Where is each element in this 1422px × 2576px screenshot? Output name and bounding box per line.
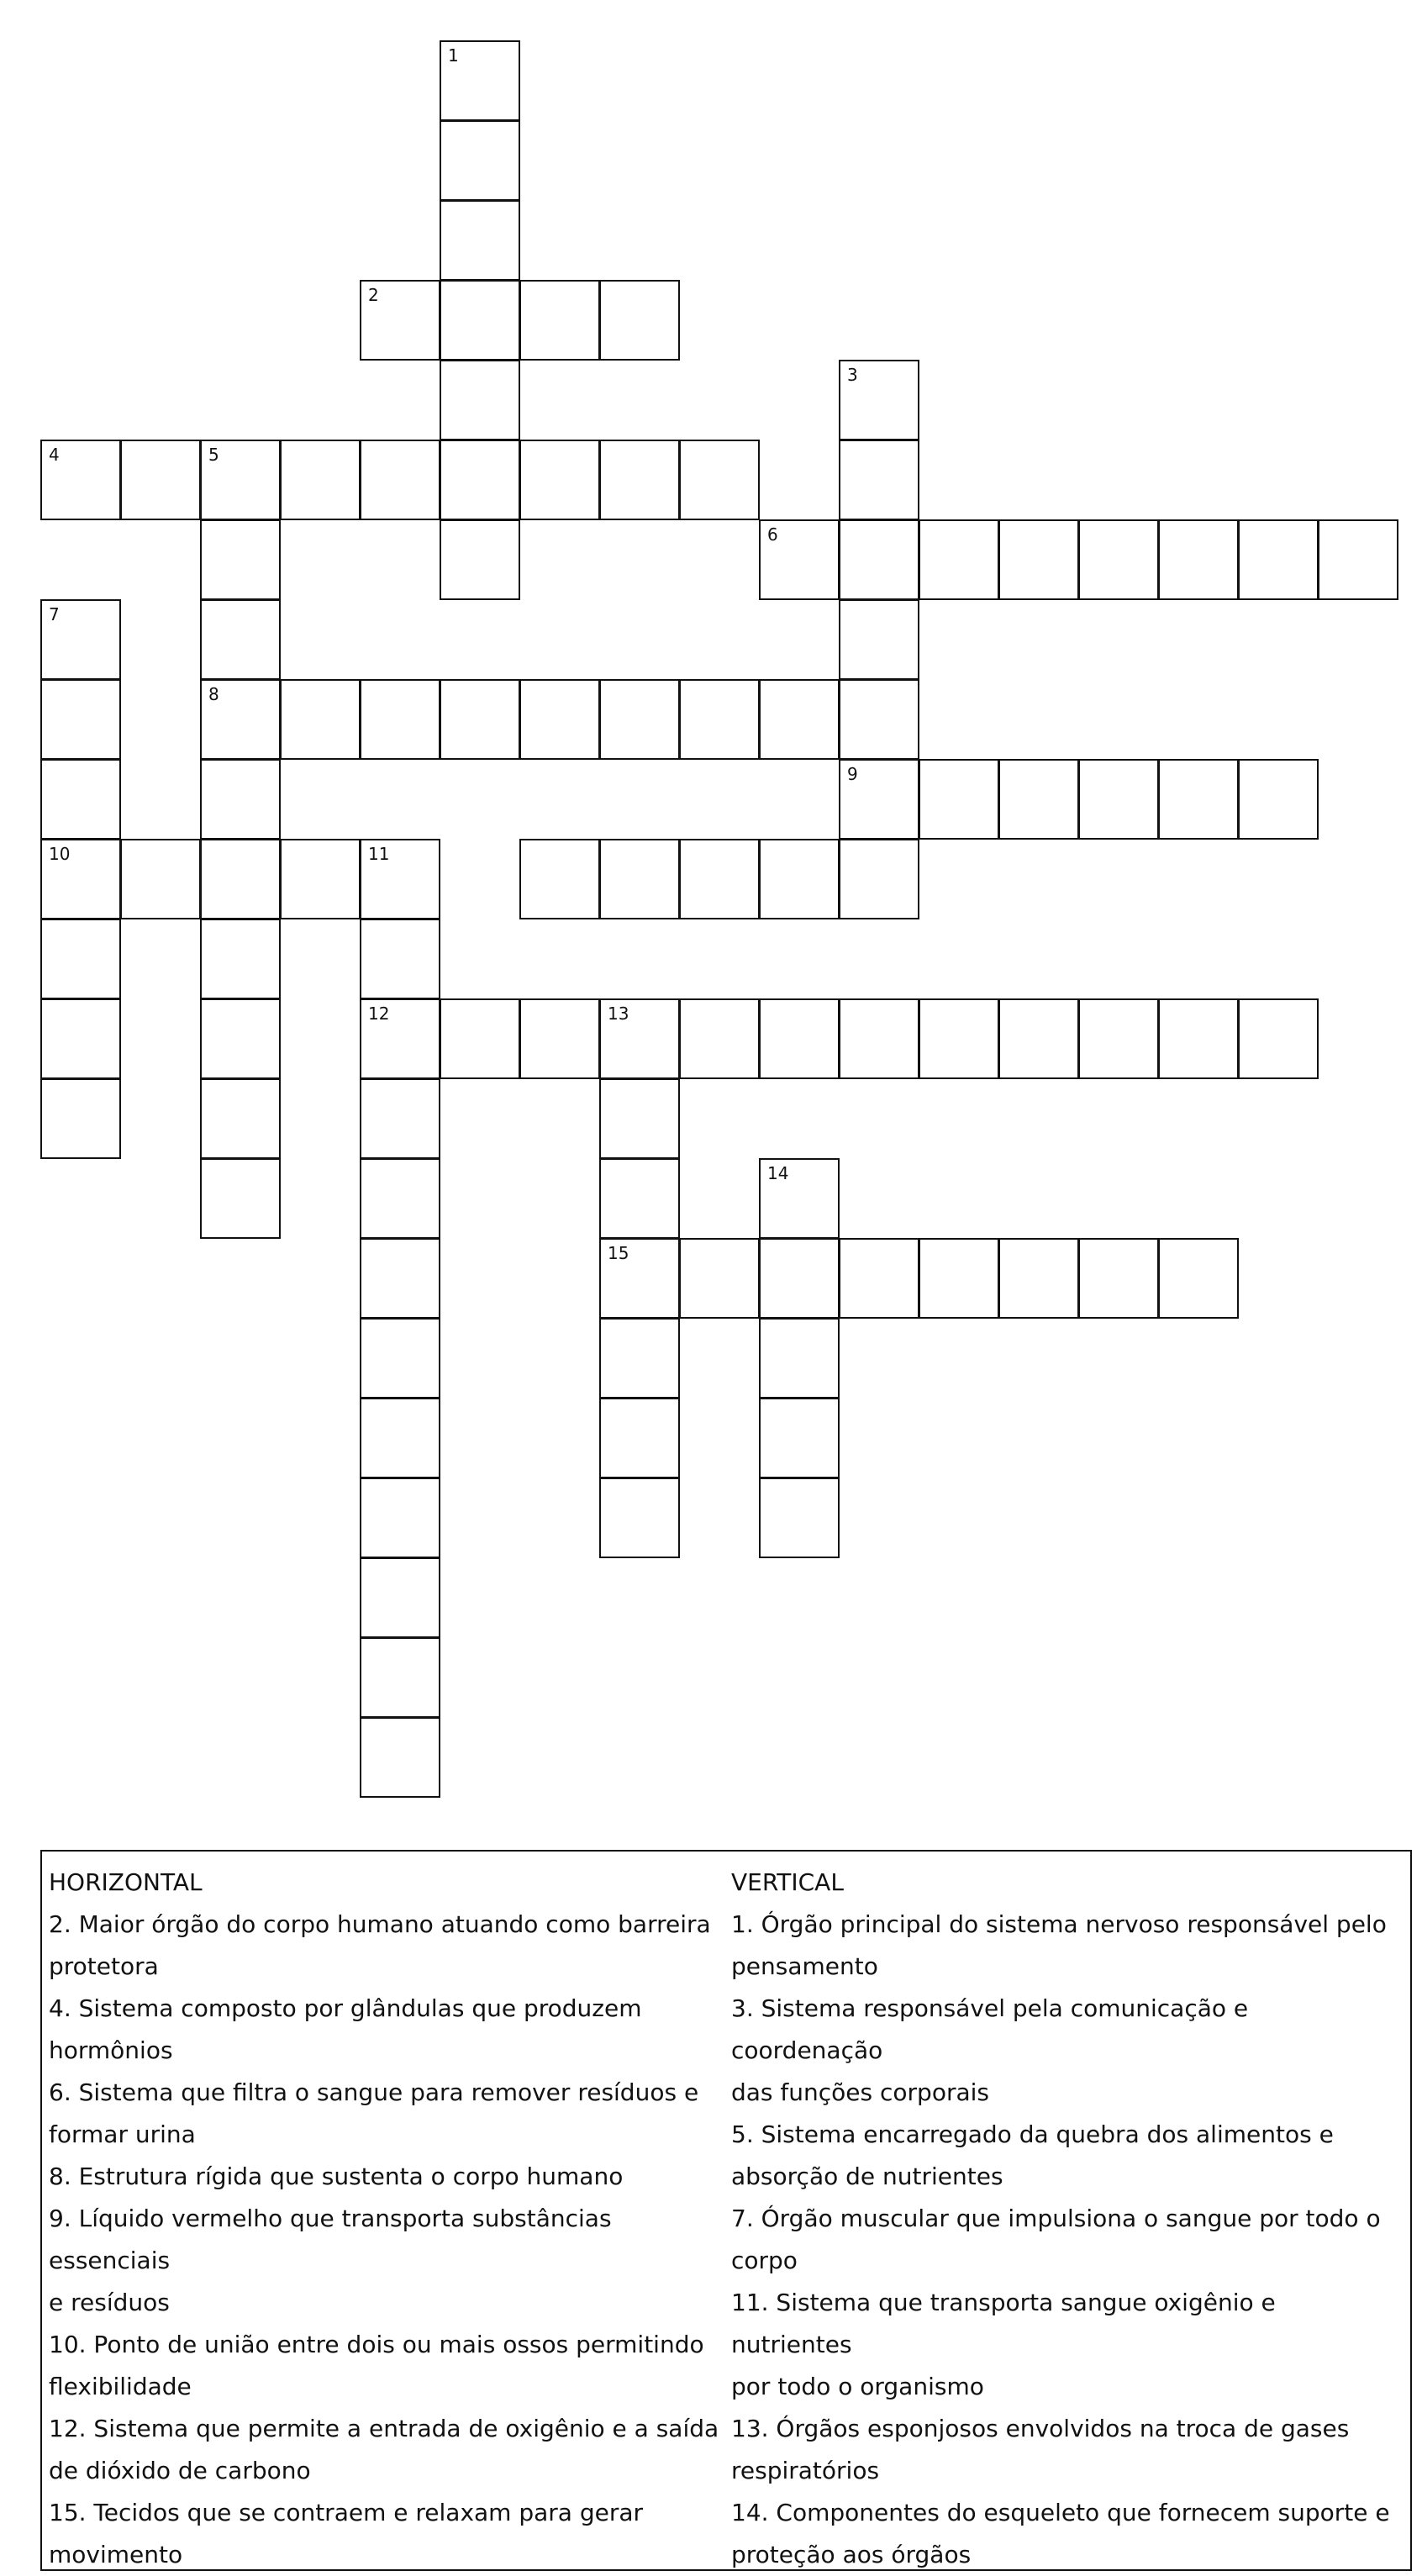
grid-cell[interactable] <box>839 519 919 600</box>
grid-cell[interactable] <box>679 1238 760 1319</box>
grid-cell[interactable] <box>839 839 919 919</box>
grid-cell[interactable] <box>40 440 121 520</box>
grid-cell[interactable] <box>1238 519 1319 600</box>
grid-cell[interactable] <box>120 839 201 919</box>
grid-cell[interactable] <box>839 679 919 760</box>
grid-cell[interactable] <box>200 1078 281 1159</box>
grid-cell[interactable] <box>440 679 520 760</box>
grid-cell[interactable] <box>1078 1238 1159 1319</box>
grid-cell[interactable] <box>440 519 520 600</box>
grid-cell[interactable] <box>40 599 121 680</box>
grid-cell[interactable] <box>440 998 520 1079</box>
grid-cell[interactable] <box>759 839 840 919</box>
grid-cell[interactable] <box>1158 1238 1239 1319</box>
vertical-clue-line: 3. Sistema responsável pela comunicação e coordenação <box>731 1994 1249 2064</box>
vertical-clue-line: corpo <box>731 2247 798 2274</box>
horizontal-clue-line: formar urina <box>49 2120 196 2148</box>
grid-cell[interactable] <box>679 998 760 1079</box>
grid-cell[interactable] <box>40 759 121 840</box>
grid-cell[interactable] <box>200 440 281 520</box>
grid-cell[interactable] <box>360 1717 440 1798</box>
horizontal-clue-line: hormônios <box>49 2036 173 2064</box>
grid-cell[interactable] <box>1078 998 1159 1079</box>
vertical-clue-line: 5. Sistema encarregado da quebra dos alimentos e <box>731 2120 1334 2148</box>
grid-cell[interactable] <box>519 679 600 760</box>
grid-cell[interactable] <box>40 839 121 919</box>
grid-cell[interactable] <box>360 1478 440 1558</box>
grid-cell[interactable] <box>1078 519 1159 600</box>
grid-cell[interactable] <box>759 1238 840 1319</box>
grid-cell[interactable] <box>839 759 919 840</box>
grid-cell[interactable] <box>360 839 440 919</box>
grid-cell[interactable] <box>360 1398 440 1478</box>
horizontal-clue-line: 2. Maior órgão do corpo humano atuando como barreira <box>49 1910 711 1938</box>
grid-cell[interactable] <box>40 998 121 1079</box>
grid-cell[interactable] <box>360 1158 440 1239</box>
grid-cell[interactable] <box>1238 998 1319 1079</box>
clue-number: 5 <box>208 445 219 465</box>
grid-cell[interactable] <box>440 40 520 121</box>
grid-cell[interactable] <box>280 839 361 919</box>
vertical-heading: VERTICAL <box>731 1868 844 1896</box>
grid-cell[interactable] <box>120 440 201 520</box>
clue-number: 7 <box>49 604 60 624</box>
grid-cell[interactable] <box>919 1238 999 1319</box>
horizontal-clue-line: flexibilidade <box>49 2373 192 2400</box>
grid-cell[interactable] <box>599 839 680 919</box>
horizontal-clue-line: e resíduos <box>49 2289 170 2316</box>
grid-cell[interactable] <box>440 200 520 281</box>
grid-cell[interactable] <box>280 440 361 520</box>
grid-cell[interactable] <box>599 1158 680 1239</box>
clue-number: 15 <box>608 1243 629 1263</box>
horizontal-heading: HORIZONTAL <box>49 1868 203 1896</box>
grid-cell[interactable] <box>1318 519 1398 600</box>
grid-cell[interactable] <box>759 998 840 1079</box>
grid-cell[interactable] <box>679 839 760 919</box>
horizontal-clue-line: 15. Tecidos que se contraem e relaxam para gerar <box>49 2499 644 2526</box>
grid-cell[interactable] <box>200 679 281 760</box>
vertical-clue-line: por todo o organismo <box>731 2373 984 2400</box>
grid-cell[interactable] <box>40 1078 121 1159</box>
clues-panel <box>40 1850 1412 2571</box>
clue-number: 13 <box>608 1004 629 1024</box>
grid-cell[interactable] <box>360 440 440 520</box>
grid-cell[interactable] <box>1078 759 1159 840</box>
grid-cell[interactable] <box>360 919 440 999</box>
grid-cell[interactable] <box>440 280 520 361</box>
grid-cell[interactable] <box>360 679 440 760</box>
grid-cell[interactable] <box>919 998 999 1079</box>
grid-cell[interactable] <box>519 440 600 520</box>
clue-number: 6 <box>767 524 778 545</box>
clue-number: 9 <box>847 764 858 784</box>
vertical-clue-line: respiratórios <box>731 2457 880 2484</box>
grid-cell[interactable] <box>679 679 760 760</box>
grid-cell[interactable] <box>360 1557 440 1638</box>
grid-cell[interactable] <box>1238 759 1319 840</box>
grid-cell[interactable] <box>759 679 840 760</box>
horizontal-clue-line: de dióxido de carbono <box>49 2457 311 2484</box>
clue-number: 3 <box>847 365 858 385</box>
horizontal-clue-list <box>49 1904 721 2576</box>
vertical-clue-line: proteção aos órgãos <box>731 2541 972 2568</box>
grid-cell[interactable] <box>599 440 680 520</box>
horizontal-clues <box>49 1862 721 2576</box>
clue-number: 1 <box>448 45 459 66</box>
clue-number: 11 <box>368 844 390 864</box>
grid-cell[interactable] <box>200 919 281 999</box>
grid-cell[interactable] <box>1158 759 1239 840</box>
vertical-clue-line: 7. Órgão muscular que impulsiona o sangue por todo o <box>731 2205 1381 2232</box>
grid-cell[interactable] <box>200 839 281 919</box>
grid-cell[interactable] <box>759 1478 840 1558</box>
horizontal-clue-line: movimento <box>49 2541 183 2568</box>
horizontal-clue-line: 12. Sistema que permite a entrada de oxigênio e a saída <box>49 2415 719 2442</box>
clue-number: 2 <box>368 285 379 305</box>
grid-cell[interactable] <box>200 519 281 600</box>
grid-cell[interactable] <box>998 519 1079 600</box>
vertical-clue-line: absorção de nutrientes <box>731 2162 1003 2190</box>
grid-cell[interactable] <box>440 440 520 520</box>
clue-number: 4 <box>49 445 60 465</box>
vertical-clue-line: pensamento <box>731 1952 878 1980</box>
grid-cell[interactable] <box>919 519 999 600</box>
grid-cell[interactable] <box>759 1158 840 1239</box>
vertical-clue-line: das funções corporais <box>731 2078 989 2106</box>
grid-cell[interactable] <box>599 1318 680 1399</box>
horizontal-clue-line: 6. Sistema que filtra o sangue para remover resíduos e <box>49 2078 699 2106</box>
grid-cell[interactable] <box>40 679 121 760</box>
horizontal-clue-line: 9. Líquido vermelho que transporta substâncias essenciais <box>49 2205 612 2274</box>
horizontal-clue-line: 8. Estrutura rígida que sustenta o corpo humano <box>49 2162 624 2190</box>
grid-cell[interactable] <box>599 1398 680 1478</box>
clue-number: 14 <box>767 1163 789 1183</box>
grid-cell[interactable] <box>360 1318 440 1399</box>
grid-cell[interactable] <box>40 919 121 999</box>
vertical-clue-line: 14. Componentes do esqueleto que fornecem suporte e <box>731 2499 1390 2526</box>
clue-number: 10 <box>49 844 71 864</box>
vertical-clue-line: 11. Sistema que transporta sangue oxigênio e nutrientes <box>731 2289 1276 2358</box>
grid-cell[interactable] <box>200 759 281 840</box>
grid-cell[interactable] <box>599 1078 680 1159</box>
grid-cell[interactable] <box>998 998 1079 1079</box>
horizontal-clue-line: 4. Sistema composto por glândulas que produzem <box>49 1994 642 2022</box>
grid-cell[interactable] <box>1158 998 1239 1079</box>
horizontal-clue-line: protetora <box>49 1952 159 1980</box>
grid-cell[interactable] <box>599 280 680 361</box>
grid-cell[interactable] <box>599 1478 680 1558</box>
grid-cell[interactable] <box>440 360 520 440</box>
vertical-clue-list <box>731 1904 1404 2576</box>
grid-cell[interactable] <box>998 759 1079 840</box>
grid-cell[interactable] <box>759 1398 840 1478</box>
vertical-clues <box>731 1862 1404 2576</box>
horizontal-clue-line: 10. Ponto de união entre dois ou mais ossos permitindo <box>49 2331 704 2358</box>
grid-cell[interactable] <box>839 599 919 680</box>
grid-cell[interactable] <box>599 998 680 1079</box>
grid-cell[interactable] <box>360 1238 440 1319</box>
grid-cell[interactable] <box>839 1238 919 1319</box>
grid-cell[interactable] <box>200 1158 281 1239</box>
vertical-clue-line: 1. Órgão principal do sistema nervoso responsável pelo <box>731 1910 1387 1938</box>
grid-cell[interactable] <box>519 280 600 361</box>
grid-cell[interactable] <box>839 440 919 520</box>
grid-cell[interactable] <box>519 839 600 919</box>
grid-cell[interactable] <box>998 1238 1079 1319</box>
clue-number: 8 <box>208 684 219 704</box>
grid-cell[interactable] <box>519 998 600 1079</box>
grid-cell[interactable] <box>599 679 680 760</box>
grid-cell[interactable] <box>360 998 440 1079</box>
grid-cell[interactable] <box>280 679 361 760</box>
grid-cell[interactable] <box>839 360 919 440</box>
grid-cell[interactable] <box>839 998 919 1079</box>
grid-cell[interactable] <box>1158 519 1239 600</box>
grid-cell[interactable] <box>759 519 840 600</box>
grid-cell[interactable] <box>679 440 760 520</box>
grid-cell[interactable] <box>360 1078 440 1159</box>
grid-cell[interactable] <box>360 280 440 361</box>
grid-cell[interactable] <box>200 599 281 680</box>
grid-cell[interactable] <box>759 1318 840 1399</box>
clue-number: 12 <box>368 1004 390 1024</box>
grid-cell[interactable] <box>440 120 520 201</box>
grid-cell[interactable] <box>360 1637 440 1718</box>
grid-cell[interactable] <box>919 759 999 840</box>
grid-cell[interactable] <box>599 1238 680 1319</box>
vertical-clue-line: 13. Órgãos esponjosos envolvidos na troca de gases <box>731 2415 1350 2442</box>
grid-cell[interactable] <box>200 998 281 1079</box>
